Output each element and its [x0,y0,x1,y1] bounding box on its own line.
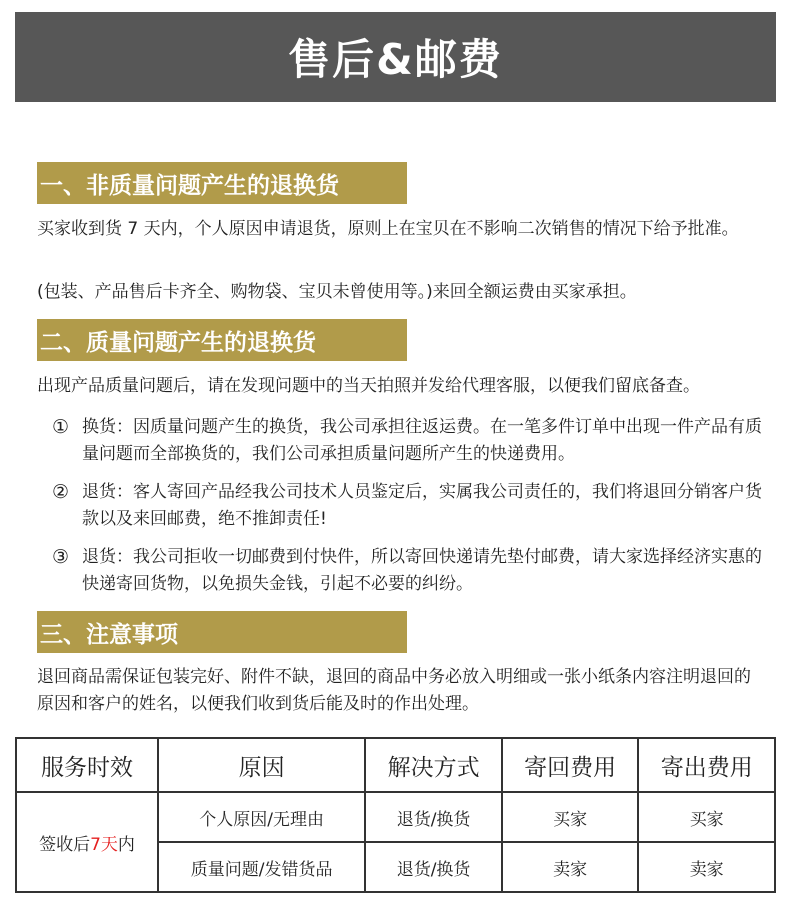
solution-cell: 退货/换货 [365,792,502,842]
page-banner [15,12,776,102]
section1-paragraph-1: 买家收到货 7 天内，个人原因申请退货，原则上在宝贝在不影响二次销售的情况下给予批准。 [37,219,739,239]
item-text: 退货：我公司拒收一切邮费到付快件，所以寄回快递请先垫付邮费，请大家选择经济实惠的快递寄回货物，以免损失金钱，引起不必要的纠纷。 [82,547,762,594]
list-item-return-no-cod [52,544,772,598]
item-number: ③ [52,546,70,568]
header-send-fee: 寄出费用 [638,738,775,792]
send-fee-cell: 卖家 [638,842,775,892]
item-number: ① [52,416,70,438]
send-fee-cell: 买家 [638,792,775,842]
return-fee-cell: 买家 [502,792,639,842]
service-suffix: 内 [117,834,135,855]
item-text: 换货：因质量问题产生的换货，我公司承担往返运费。在一笔多件订单中出现一件产品有质量问题而全部换货的，我们公司承担质量问题所产生的快递费用。 [82,417,762,464]
page-title: 售后&邮费 [288,35,503,84]
header-service-time: 服务时效 [16,738,158,792]
service-prefix: 签收后 [39,834,91,855]
section1-paragraph-2: (包装、产品售后卡齐全、购物袋、宝贝未曾使用等。)来回全额运费由买家承担。 [37,282,637,302]
section-header-non-quality: 一、非质量问题产生的退换货 [37,162,407,204]
list-item-exchange [52,414,772,468]
service-table [15,737,776,893]
section3-paragraph: 退回商品需保证包装完好、附件不缺，退回的商品中务必放入明细或一张小纸条内容注明退回的原因和客户的姓名，以便我们收到货后能及时的作出处理。 [37,667,751,714]
service-days: 7天 [90,834,118,855]
table-header-row [16,738,775,792]
return-fee-cell: 卖家 [502,842,639,892]
reason-cell: 个人原因/无理由 [158,792,365,842]
item-text: 退货：客人寄回产品经我公司技术人员鉴定后，实属我公司责任的，我们将退回分销客户货款以及来回邮费，绝不推卸责任! [82,482,762,529]
item-number: ② [52,481,70,503]
section-header-notes: 三、注意事项 [37,611,407,653]
solution-cell: 退货/换货 [365,842,502,892]
table-row [16,792,775,842]
list-item-return-verified [52,479,772,533]
reason-cell: 质量问题/发错货品 [158,842,365,892]
header-reason: 原因 [158,738,365,792]
header-solution: 解决方式 [365,738,502,792]
section2-intro: 出现产品质量问题后，请在发现问题中的当天拍照并发给代理客服，以便我们留底备查。 [37,376,700,396]
service-time-cell [16,792,158,892]
header-return-fee: 寄回费用 [502,738,639,792]
section-header-quality: 二、质量问题产生的退换货 [37,319,407,361]
